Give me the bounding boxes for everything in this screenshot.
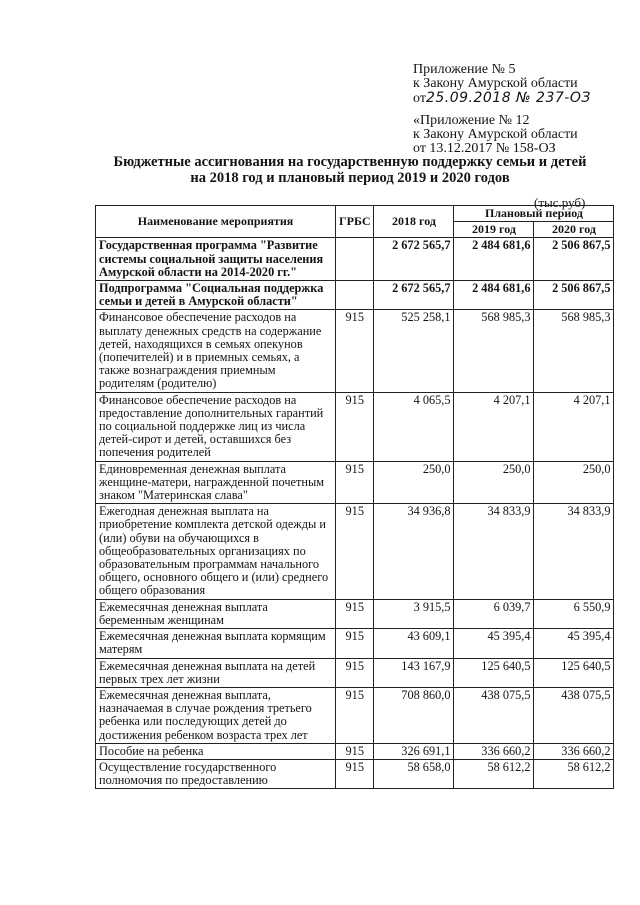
row-name-cell: Государственная программа "Развитие системы социальной защиты населения Амурской области на 2014-2020 гг." [96,238,336,281]
annex-5-reference [413,63,591,105]
row-2020-cell: 6 550,9 [534,599,614,628]
row-2019-cell: 34 833,9 [454,504,534,599]
header-2019: 2019 год [454,222,534,238]
header-name: Наименование мероприятия [96,206,336,238]
row-2019-cell: 438 075,5 [454,687,534,743]
row-2018-cell: 34 936,8 [374,504,454,599]
row-grbs-cell: 915 [336,629,374,658]
row-2020-cell: 4 207,1 [534,392,614,461]
row-name-cell: Ежемесячная денежная выплата беременным женщинам [96,599,336,628]
table-row [96,504,614,599]
row-grbs-cell: 915 [336,504,374,599]
table-row [96,238,614,281]
row-grbs-cell: 915 [336,687,374,743]
row-2018-cell: 2 672 565,7 [374,281,454,310]
row-name-cell: Пособие на ребенка [96,743,336,759]
row-2020-cell: 438 075,5 [534,687,614,743]
header-planned-period: Плановый период [454,206,614,222]
table-row [96,687,614,743]
unit-label: (тыс.руб) [534,195,586,210]
row-2019-cell: 6 039,7 [454,599,534,628]
row-2020-cell: 45 395,4 [534,629,614,658]
table-row [96,759,614,788]
row-2019-cell: 2 484 681,6 [454,238,534,281]
row-name-cell: Ежемесячная денежная выплата, назначаемая в случае рождения третьего ребенка или последующих детей до достижения ребенком возраста трех лет [96,687,336,743]
row-name-cell: Единовременная денежная выплата женщине-матери, награжденной почетным знаком "Материнская слава" [96,461,336,504]
row-name-cell: Подпрограмма "Социальная поддержка семьи и детей в Амурской области" [96,281,336,310]
row-2018-cell: 4 065,5 [374,392,454,461]
table-header-row [96,206,614,222]
document-title [100,154,600,186]
row-grbs-cell: 915 [336,461,374,504]
row-2020-cell: 568 985,3 [534,310,614,392]
row-2020-cell: 125 640,5 [534,658,614,687]
table-row [96,281,614,310]
table-row [96,461,614,504]
row-2018-cell: 708 860,0 [374,687,454,743]
header-2018: 2018 год [374,206,454,238]
table-row [96,658,614,687]
handwritten-date-number: 25.09.2018 № 237-ОЗ [425,90,591,106]
row-grbs-cell: 915 [336,759,374,788]
row-2019-cell: 2 484 681,6 [454,281,534,310]
row-2019-cell: 4 207,1 [454,392,534,461]
row-2019-cell: 250,0 [454,461,534,504]
title-line2: на 2018 год и плановый период 2019 и 2020 годов [190,170,510,186]
row-2018-cell: 143 167,9 [374,658,454,687]
row-2020-cell: 2 506 867,5 [534,281,614,310]
row-2020-cell: 58 612,2 [534,759,614,788]
row-2018-cell: 2 672 565,7 [374,238,454,281]
annex-5-line1: Приложение № 5 [413,62,516,77]
row-2018-cell: 43 609,1 [374,629,454,658]
row-2019-cell: 45 395,4 [454,629,534,658]
row-name-cell: Ежемесячная денежная выплата кормящим матерям [96,629,336,658]
row-2019-cell: 568 985,3 [454,310,534,392]
annex-12-line1: «Приложение № 12 [413,113,530,128]
row-2020-cell: 2 506 867,5 [534,238,614,281]
table-row [96,392,614,461]
row-2019-cell: 58 612,2 [454,759,534,788]
row-name-cell: Ежегодная денежная выплата на приобретение комплекта детской одежды и (или) обуви на обучающихся в общеобразовательных организациях по образовательным программам начального общего, основного общего и (или) среднего общего образования [96,504,336,599]
title-line1: Бюджетные ассигнования на государственную поддержку семьи и детей [113,154,587,170]
row-grbs-cell: 915 [336,658,374,687]
row-2018-cell: 3 915,5 [374,599,454,628]
budget-table [95,205,614,789]
row-2019-cell: 125 640,5 [454,658,534,687]
row-grbs-cell: 915 [336,599,374,628]
row-grbs-cell: 915 [336,392,374,461]
row-grbs-cell [336,238,374,281]
annex-5-date-prefix: от [413,91,426,106]
row-2020-cell: 336 660,2 [534,743,614,759]
row-name-cell: Финансовое обеспечение расходов на выплату денежных средств на содержание детей, находящихся в семьях опекунов (попечителей) и в приемных семьях, а также вознаграждения приемным родителям (родителю) [96,310,336,392]
row-name-cell: Ежемесячная денежная выплата на детей первых трех лет жизни [96,658,336,687]
table-row [96,310,614,392]
table-row [96,599,614,628]
row-2018-cell: 250,0 [374,461,454,504]
row-2018-cell: 326 691,1 [374,743,454,759]
row-2018-cell: 525 258,1 [374,310,454,392]
row-2020-cell: 250,0 [534,461,614,504]
annex-5-line3 [413,91,591,105]
header-grbs: ГРБС [336,206,374,238]
row-grbs-cell [336,281,374,310]
row-grbs-cell: 915 [336,310,374,392]
annex-12-line2: к Закону Амурской области [413,127,578,142]
header-2020: 2020 год [534,222,614,238]
row-grbs-cell: 915 [336,743,374,759]
row-2019-cell: 336 660,2 [454,743,534,759]
row-name-cell: Осуществление государственного полномочия по предоставлению [96,759,336,788]
annex-5-line2: к Закону Амурской области [413,76,578,91]
table-row [96,629,614,658]
row-2018-cell: 58 658,0 [374,759,454,788]
row-name-cell: Финансовое обеспечение расходов на предоставление дополнительных гарантий по социальной поддержке лиц из числа детей-сирот и детей, оставшихся без попечения родителей [96,392,336,461]
annex-12-line3: от 13.12.2017 № 158-ОЗ [413,141,556,156]
row-2020-cell: 34 833,9 [534,504,614,599]
annex-12-reference [413,114,578,156]
table-row [96,743,614,759]
table-body [96,238,614,789]
